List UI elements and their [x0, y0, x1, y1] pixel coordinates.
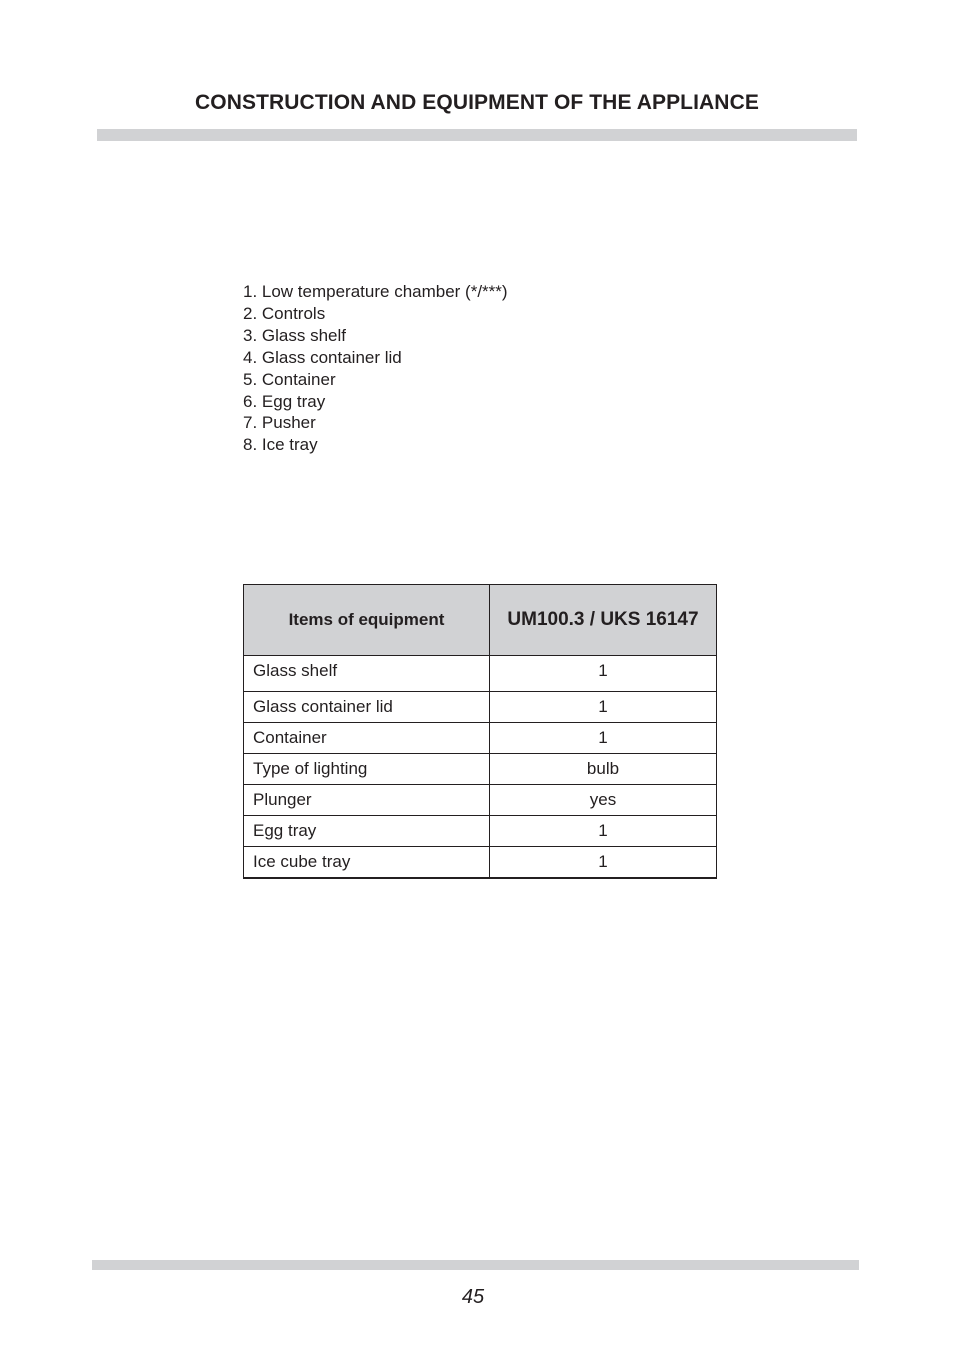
table-cell-item: Type of lighting	[244, 754, 490, 785]
equipment-table	[243, 584, 717, 879]
parts-list-item: 1. Low temperature chamber (*/***)	[243, 282, 508, 301]
footer-divider	[92, 1260, 859, 1270]
column-header-model: UM100.3 / UKS 16147	[490, 585, 717, 656]
table-cell-item: Glass shelf	[244, 656, 490, 692]
page-title: CONSTRUCTION AND EQUIPMENT OF THE APPLIANCE	[195, 91, 759, 114]
parts-list-item: 6. Egg tray	[243, 391, 326, 411]
table-cell-item: Container	[244, 723, 490, 754]
parts-list-item: 8. Ice tray	[243, 435, 318, 455]
table-cell-item: Ice cube tray	[244, 847, 490, 879]
header-divider	[97, 129, 857, 141]
table-cell-value: 1	[490, 816, 717, 847]
table-cell-value: 1	[490, 723, 717, 754]
column-header-items: Items of equipment	[244, 585, 490, 656]
parts-list-item: 2. Controls	[243, 303, 326, 323]
table-cell-item: Egg tray	[244, 816, 490, 847]
table-header-row	[244, 585, 717, 656]
table-row	[244, 816, 717, 847]
table-row	[244, 692, 717, 723]
table-row	[244, 754, 717, 785]
table-cell-value: 1	[490, 847, 717, 879]
parts-list-item: 7. Pusher	[243, 413, 316, 433]
table-row	[244, 847, 717, 879]
parts-list-item: 5. Container	[243, 369, 336, 389]
table-row	[244, 785, 717, 816]
table-cell-value: bulb	[490, 754, 717, 785]
table-cell-value: 1	[490, 692, 717, 723]
parts-list-item: 4. Glass container lid	[243, 347, 402, 367]
parts-list	[243, 281, 508, 456]
table-row	[244, 723, 717, 754]
table-cell-item: Plunger	[244, 785, 490, 816]
table-cell-value: 1	[490, 656, 717, 692]
table-row	[244, 656, 717, 692]
parts-list-item: 3. Glass shelf	[243, 325, 346, 345]
table-cell-item: Glass container lid	[244, 692, 490, 723]
table-cell-value: yes	[490, 785, 717, 816]
page-number: 45	[461, 1286, 485, 1308]
